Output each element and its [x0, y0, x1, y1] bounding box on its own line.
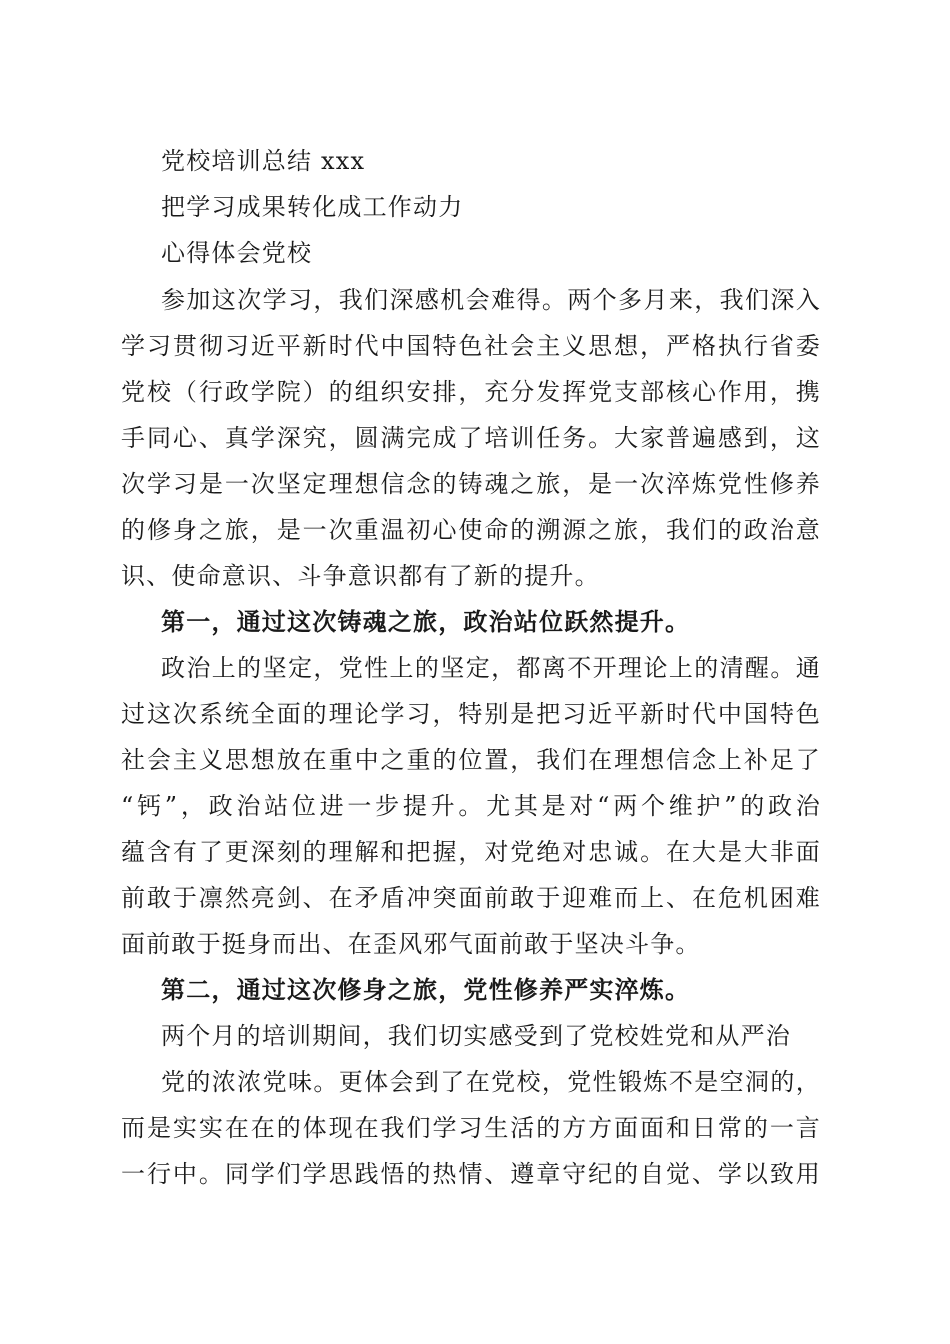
paragraph-line: 党校（行政学院）的组织安排，充分发挥党支部核心作用，携 [121, 378, 821, 406]
section-heading: 第二，通过这次修身之旅，党性修养严实淬炼。 [161, 975, 691, 1004]
section-heading: 第一，通过这次铸魂之旅，政治站位跃然提升。 [161, 607, 691, 636]
paragraph-line: 两个月的培训期间，我们切实感受到了党校姓党和从严治 [161, 1022, 791, 1050]
paragraph-line: 识、使命意识、斗争意识都有了新的提升。 [121, 562, 600, 590]
paragraph-line: 过这次系统全面的理论学习，特别是把习近平新时代中国特色 [121, 700, 821, 728]
paragraph-line: “钙”，政治站位进一步提升。尤其是对“两个维护”的政治 [121, 792, 821, 820]
paragraph-line: 而是实实在在的体现在我们学习生活的方方面面和日常的一言 [121, 1114, 821, 1142]
paragraph-line: 参加这次学习，我们深感机会难得。两个多月来，我们深入 [161, 286, 821, 314]
paragraph-line: 学习贯彻习近平新时代中国特色社会主义思想，严格执行省委 [121, 332, 821, 360]
title-line: 党校培训总结 xxx [161, 147, 366, 175]
paragraph-line: 手同心、真学深究，圆满完成了培训任务。大家普遍感到，这 [121, 424, 821, 452]
paragraph-line: 的修身之旅，是一次重温初心使命的溯源之旅，我们的政治意 [121, 516, 821, 544]
paragraph-line: 次学习是一次坚定理想信念的铸魂之旅，是一次淬炼党性修养 [121, 470, 821, 498]
paragraph-line: 政治上的坚定，党性上的坚定，都离不开理论上的清醒。通 [161, 654, 821, 682]
paragraph-line: 社会主义思想放在重中之重的位置，我们在理想信念上补足了 [121, 746, 821, 774]
paragraph-line: 面前敢于挺身而出、在歪风邪气面前敢于坚决斗争。 [121, 930, 701, 958]
paragraph-line: 一行中。同学们学思践悟的热情、遵章守纪的自觉、学以致用 [121, 1160, 821, 1188]
paragraph-line: 党的浓浓党味。更体会到了在党校，党性锻炼不是空洞的， [161, 1068, 821, 1096]
paragraph-line: 前敢于凛然亮剑、在矛盾冲突面前敢于迎难而上、在危机困难 [121, 884, 821, 912]
tag-line: 心得体会党校 [161, 239, 313, 267]
subtitle-line: 把学习成果转化成工作动力 [161, 193, 464, 221]
paragraph-line: 蕴含有了更深刻的理解和把握，对党绝对忠诚。在大是大非面 [121, 838, 821, 866]
